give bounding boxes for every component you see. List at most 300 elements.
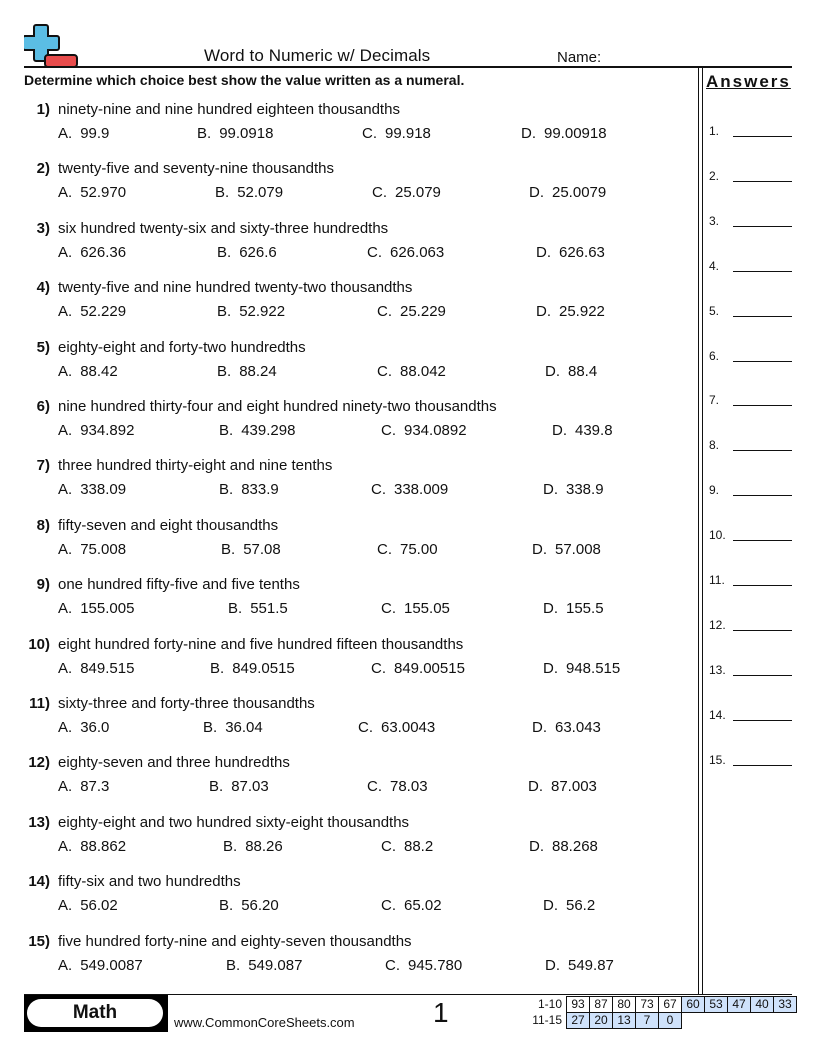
choice-value: 65.02 [404,897,442,915]
answer-choice[interactable] [521,125,607,142]
question-number: 15) [28,932,50,950]
choice-value: 25.229 [400,303,446,321]
choice-value: 99.9 [80,125,110,142]
choice-letter: C. [385,956,400,974]
answer-choice[interactable] [543,660,620,677]
answer-line[interactable] [733,630,792,631]
choice-value: 57.008 [555,540,601,558]
question-item [0,101,698,157]
choice-value: 849.00515 [394,659,465,677]
answer-choice[interactable] [543,481,604,498]
choice-value: 88.862 [80,837,127,855]
choice-value: 155.5 [566,600,604,618]
choice-letter: C. [372,184,387,202]
answer-blank[interactable] [709,393,793,413]
choice-letter: B. [226,956,241,974]
header-divider [24,66,792,68]
answer-choice[interactable] [215,184,283,201]
choice-value: 88.4 [568,362,598,380]
question-item [0,576,698,632]
answer-choice[interactable] [529,184,606,201]
answer-choice[interactable] [223,838,283,855]
answer-blank[interactable] [709,618,793,638]
question-item [0,814,698,870]
question-number: 1) [36,101,50,118]
answer-choice[interactable] [58,184,126,201]
question-text: eighty-eight and two hundred sixty-eight thousandths [58,813,410,831]
answer-line[interactable] [733,720,792,721]
answer-choice[interactable] [58,778,109,795]
question-number: 8) [36,516,50,534]
answer-choice[interactable] [58,125,109,142]
answer-line[interactable] [733,495,792,496]
question-number: 3) [36,219,50,237]
answer-choice[interactable] [210,660,295,677]
choice-letter: C. [381,897,396,915]
score-cell: 40 [751,997,774,1013]
answer-number: 12. [709,617,726,632]
question-number: 6) [36,398,50,415]
choice-value: 849.515 [80,659,135,677]
choice-letter: B. [217,303,232,321]
choice-letter: D. [521,125,536,142]
answers-heading: Answers [706,72,791,91]
answer-blank[interactable] [709,753,793,773]
question-number: 10) [28,635,50,653]
answer-line[interactable] [733,316,792,317]
choice-letter: B. [217,362,232,380]
question-item [0,398,698,454]
answer-blank[interactable] [709,708,793,728]
choice-value: 52.922 [239,303,286,321]
answer-choice[interactable] [536,244,605,261]
score-cell: 20 [590,1013,613,1029]
question-number: 4) [36,279,50,297]
question-text: eighty-eight and forty-two hundredths [58,338,306,356]
answer-number: 2. [709,168,720,183]
answer-blank[interactable] [709,349,793,369]
choice-letter: D. [532,540,547,558]
answer-choice[interactable] [536,303,605,320]
choice-letter: C. [381,422,396,439]
choice-value: 36.0 [80,719,110,736]
choice-letter: A. [58,540,73,558]
question-item [0,220,698,276]
choice-letter: D. [545,956,560,974]
choice-value: 75.00 [400,540,438,558]
answer-choice[interactable] [209,778,269,795]
choice-letter: C. [371,659,386,677]
answer-choice[interactable] [381,422,467,439]
choice-letter: D. [532,719,547,736]
answer-choice[interactable] [58,422,134,439]
question-number: 11) [29,695,50,712]
choice-value: 25.0079 [552,184,607,202]
choice-value: 934.0892 [404,422,467,439]
score-table [520,996,797,1029]
answer-number: 1. [709,124,720,138]
answer-choice[interactable] [372,184,441,201]
question-item [0,636,698,692]
choice-letter: C. [362,125,377,142]
score-cell: 80 [613,997,636,1013]
choice-letter: C. [358,719,373,736]
choice-letter: A. [58,303,73,321]
question-text: six hundred twenty-six and sixty-three hundredths [58,219,389,237]
choice-value: 25.079 [395,184,441,202]
answer-choice[interactable] [58,303,126,320]
question-text: sixty-three and forty-three thousandths [58,695,315,712]
answer-number: 9. [709,483,720,498]
answer-choice[interactable] [58,244,126,261]
answer-blank[interactable] [709,573,793,593]
subject-badge [24,995,168,1032]
answer-choice[interactable] [371,660,465,677]
choice-letter: A. [58,956,73,974]
answer-choice[interactable] [367,778,428,795]
answer-blank[interactable] [709,663,793,683]
answer-line[interactable] [733,765,792,766]
choice-value: 63.043 [555,719,601,736]
answer-choice[interactable] [221,541,281,558]
choice-value: 87.03 [231,778,269,796]
choice-letter: B. [219,897,234,915]
answer-choice[interactable] [58,541,126,558]
answer-choice[interactable] [532,719,601,736]
choice-value: 155.005 [80,600,135,618]
question-number: 14) [28,873,50,891]
choice-value: 833.9 [241,481,279,499]
score-cell: 27 [567,1013,590,1029]
choice-value: 338.009 [394,481,449,499]
answer-choice[interactable] [58,719,109,736]
answer-line[interactable] [733,181,792,182]
math-logo-icon [24,24,80,68]
choice-letter: D. [543,600,558,618]
choice-value: 87.3 [80,778,110,796]
choice-value: 78.03 [390,778,428,796]
answer-choice[interactable] [381,897,442,914]
choice-value: 338.9 [566,481,604,499]
answer-choice[interactable] [362,125,431,142]
answer-choice[interactable] [58,481,126,498]
answer-number: 15. [709,752,726,767]
choice-letter: A. [58,184,73,202]
answer-choice[interactable] [217,363,277,380]
choice-value: 549.0087 [80,956,143,974]
score-cell: 73 [636,997,659,1013]
answer-number: 14. [709,707,726,722]
question-item [0,279,698,335]
answer-choice[interactable] [58,600,134,617]
answer-number: 13. [709,662,726,677]
choice-letter: C. [377,540,392,558]
answer-blank[interactable] [709,259,793,279]
choice-value: 63.0043 [381,719,436,736]
choice-letter: D. [552,422,567,439]
answer-choice[interactable] [58,363,118,380]
score-cell: 67 [659,997,682,1013]
choice-value: 88.042 [400,362,446,380]
choice-letter: C. [377,303,392,321]
question-item [0,517,698,573]
choice-value: 551.5 [250,600,288,618]
choice-letter: C. [377,362,392,380]
question-text: three hundred thirty-eight and nine tenths [58,457,333,475]
choice-letter: D. [529,184,544,202]
choice-value: 934.892 [80,422,135,439]
question-text: twenty-five and nine hundred twenty-two thousandths [58,279,413,297]
choice-value: 99.918 [385,125,431,142]
answer-choice[interactable] [58,897,118,914]
score-cell: 47 [728,997,751,1013]
answer-choice[interactable] [381,838,433,855]
answer-choice[interactable] [371,481,448,498]
answer-choice[interactable] [219,422,295,439]
answer-number: 3. [709,213,720,228]
choice-letter: D. [528,778,543,796]
choice-value: 52.970 [80,184,127,202]
score-row [520,997,797,1013]
question-number: 5) [36,338,50,356]
question-text: fifty-seven and eight thousandths [58,516,279,534]
score-cell: 53 [705,997,728,1013]
choice-letter: A. [58,243,73,261]
choice-value: 549.087 [248,956,303,974]
question-item [0,339,698,395]
question-text: nine hundred thirty-four and eight hundred ninety-two thousandths [58,398,497,415]
answer-blank[interactable] [709,438,793,458]
answer-choice[interactable] [543,897,595,914]
answer-choice[interactable] [543,600,604,617]
question-item [0,695,698,751]
answer-number: 5. [709,303,720,318]
answer-number: 10. [709,528,726,543]
choice-letter: B. [219,481,234,499]
answer-blank[interactable] [709,528,793,548]
worksheet-title: Word to Numeric w/ Decimals [204,46,431,65]
score-range-label: 11-15 [532,1013,562,1027]
choice-letter: A. [58,719,73,736]
choice-letter: D. [543,897,558,915]
choice-letter: B. [219,422,234,439]
choice-value: 25.922 [559,303,605,321]
answer-choice[interactable] [58,660,134,677]
score-cell: 93 [567,997,590,1013]
choice-value: 87.003 [551,778,597,796]
answer-choice[interactable] [545,363,597,380]
choice-letter: D. [536,243,551,261]
answer-line[interactable] [733,675,792,676]
answer-blank[interactable] [709,169,793,189]
question-number: 7) [36,457,50,475]
answer-choice[interactable] [367,244,444,261]
answer-line[interactable] [733,450,792,451]
choice-letter: D. [543,481,558,499]
answer-blank[interactable] [709,124,793,144]
choice-value: 88.24 [239,362,277,380]
choice-value: 948.515 [566,659,621,677]
choice-letter: B. [210,659,225,677]
choice-value: 57.08 [243,540,281,558]
answer-choice[interactable] [385,957,462,974]
choice-letter: C. [381,837,396,855]
choice-letter: A. [58,362,73,380]
answer-column-divider [702,68,703,995]
question-item [0,754,698,810]
choice-value: 439.8 [575,422,613,439]
answer-line[interactable] [733,540,792,541]
score-cell: 87 [590,997,613,1013]
question-item [0,160,698,216]
question-number: 13) [28,813,50,831]
score-cell: 7 [636,1013,659,1029]
answer-column-divider [698,68,699,995]
score-cell: 0 [659,1013,682,1029]
answer-number: 8. [709,438,720,453]
answer-choice[interactable] [203,719,263,736]
answer-choice[interactable] [377,541,438,558]
website-link[interactable]: www.CommonCoreSheets.com [174,1015,355,1030]
choice-value: 56.20 [241,897,279,915]
choice-value: 99.00918 [544,125,607,142]
choice-letter: A. [58,600,73,618]
answer-line[interactable] [733,405,792,406]
answer-choice[interactable] [528,778,597,795]
subject-label: Math [27,999,163,1027]
answer-choice[interactable] [217,244,277,261]
choice-letter: A. [58,125,73,142]
answer-choice[interactable] [377,303,446,320]
answer-choice[interactable] [197,125,273,142]
answer-choice[interactable] [219,897,279,914]
choice-value: 439.298 [241,422,296,439]
answer-choice[interactable] [381,600,450,617]
answer-line[interactable] [733,585,792,586]
answer-number: 11. [709,573,725,587]
choice-letter: A. [58,422,73,439]
choice-value: 88.268 [552,837,598,855]
choice-letter: C. [381,600,396,618]
choice-value: 56.02 [80,897,118,915]
question-item [0,933,698,989]
choice-value: 626.6 [239,243,277,261]
answer-line[interactable] [733,271,792,272]
choice-letter: B. [197,125,212,142]
choice-letter: A. [58,778,73,796]
choice-letter: B. [203,719,218,736]
answer-choice[interactable] [228,600,288,617]
answer-choice[interactable] [532,541,601,558]
choice-letter: B. [223,837,238,855]
question-text: fifty-six and two hundredths [58,873,241,891]
answer-choice[interactable] [377,363,446,380]
answer-number: 7. [709,393,720,408]
answer-blank[interactable] [709,304,793,324]
question-text: eight hundred forty-nine and five hundred fifteen thousandths [58,635,464,653]
choice-value: 52.079 [237,184,284,202]
choice-value: 75.008 [80,540,127,558]
choice-value: 849.0515 [232,659,295,677]
question-item [0,873,698,929]
choice-value: 945.780 [408,956,463,974]
answer-choice[interactable] [545,957,614,974]
answer-choice[interactable] [358,719,435,736]
choice-value: 99.0918 [219,125,274,142]
choice-letter: B. [221,540,236,558]
choice-letter: D. [529,837,544,855]
question-text: ninety-nine and nine hundred eighteen thousandths [58,101,400,118]
choice-letter: D. [536,303,551,321]
choice-letter: A. [58,897,73,915]
answer-choice[interactable] [529,838,598,855]
choice-value: 155.05 [404,600,450,618]
question-number: 2) [36,160,50,178]
name-label: Name: [557,49,602,66]
answer-number: 6. [709,348,720,363]
answer-choice[interactable] [226,957,302,974]
choice-letter: B. [215,184,230,202]
question-text: eighty-seven and three hundredths [58,754,290,772]
answer-choice[interactable] [58,838,126,855]
choice-value: 88.26 [245,837,283,855]
answer-choice[interactable] [219,481,279,498]
score-range-label: 1-10 [537,997,562,1011]
instructions: Determine which choice best show the value written as a numeral. [24,72,465,88]
score-cell: 60 [682,997,705,1013]
choice-letter: C. [371,481,386,499]
question-text: five hundred forty-nine and eighty-seven thousandths [58,932,412,950]
choice-value: 88.2 [404,837,434,855]
question-number: 9) [36,576,50,594]
choice-value: 52.229 [80,303,127,321]
score-cell: 33 [774,997,797,1013]
choice-letter: B. [228,600,243,618]
choice-letter: A. [58,837,73,855]
choice-value: 338.09 [80,481,127,499]
question-number: 12) [28,754,50,772]
choice-letter: C. [367,778,382,796]
question-item [0,457,698,513]
answer-line[interactable] [733,226,792,227]
choice-letter: D. [543,659,558,677]
choice-letter: B. [217,243,232,261]
choice-value: 549.87 [568,956,614,974]
answer-number: 4. [709,258,720,273]
answer-line[interactable] [733,136,792,137]
choice-letter: A. [58,481,73,499]
answer-choice[interactable] [552,422,613,439]
choice-value: 626.36 [80,243,127,261]
answer-blank[interactable] [709,214,793,234]
score-row [520,1013,797,1029]
answer-choice[interactable] [58,957,143,974]
page-number: 1 [433,997,449,1028]
choice-letter: A. [58,659,73,677]
choice-value: 626.63 [559,243,605,261]
choice-letter: B. [209,778,224,796]
question-text: twenty-five and seventy-nine thousandths [58,160,334,178]
answer-choice[interactable] [217,303,285,320]
choice-value: 88.42 [80,362,118,380]
answer-blank[interactable] [709,483,793,503]
choice-value: 626.063 [390,243,445,261]
answer-line[interactable] [733,361,792,362]
choice-letter: D. [545,362,560,380]
score-cell: 13 [613,1013,636,1029]
choice-letter: C. [367,243,382,261]
question-text: one hundred fifty-five and five tenths [58,576,300,594]
